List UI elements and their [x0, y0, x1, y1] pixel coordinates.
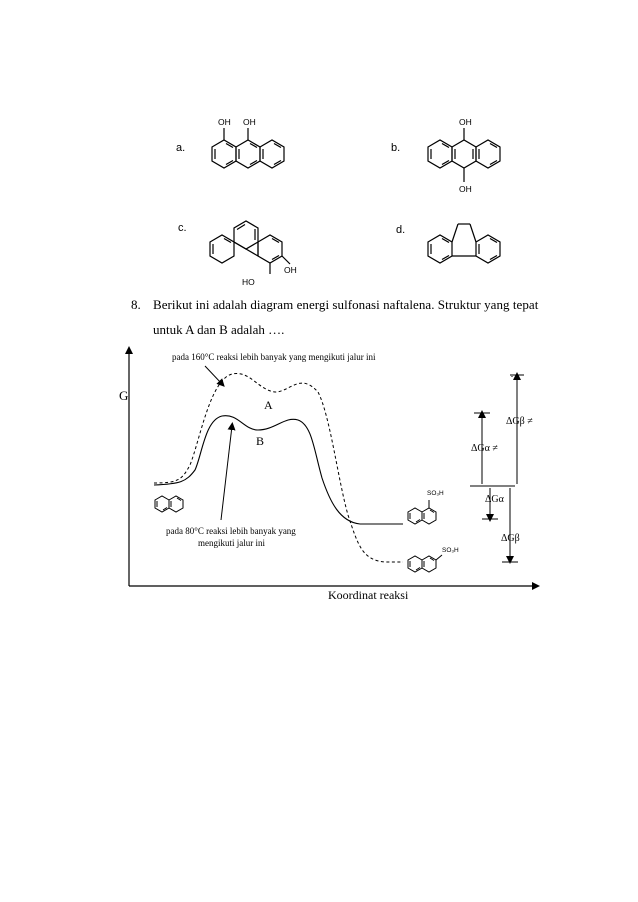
naphthalene-structure: [155, 496, 183, 512]
question-number: 8.: [131, 297, 141, 312]
arrow-note-top: [205, 366, 222, 384]
so3h-label-alpha: SO₃H: [427, 490, 444, 497]
delta-g-alpha-ts-label: ΔGα ≠: [471, 443, 498, 454]
delta-g-beta-ts-label: ΔGβ ≠: [506, 416, 533, 427]
option-d-label: d.: [396, 224, 406, 236]
y-axis-label: G: [119, 388, 129, 403]
option-b-label: b.: [391, 142, 401, 154]
option-a-label: a.: [176, 142, 186, 154]
oh-label: OH: [459, 184, 472, 194]
beta-product-structure: [408, 555, 442, 572]
oh-label: OH: [218, 117, 231, 127]
oh-label: OH: [243, 117, 256, 127]
question-line-1: Berikut ini adalah diagram energi sulfonasi naftalena. Struktur yang tepat: [153, 297, 539, 312]
note-bottom-line-1: pada 80°C reaksi lebih banyak yang: [166, 526, 296, 536]
arrow-note-bottom: [221, 426, 232, 520]
note-top: pada 160°C reaksi lebih banyak yang mengikuti jalur ini: [172, 352, 376, 362]
question-line-2: untuk A dan B adalah ….: [153, 322, 285, 337]
option-c-label: c.: [178, 222, 187, 234]
curve-b-label: B: [256, 434, 265, 448]
curve-b-solid: [154, 416, 403, 524]
oh-label: OH: [284, 265, 297, 275]
alpha-product-structure: [408, 500, 436, 524]
delta-g-alpha-label: ΔGα: [485, 494, 504, 505]
x-axis-label: Koordinat reaksi: [328, 588, 409, 602]
curve-a-label: A: [264, 398, 273, 412]
delta-g-beta-label: ΔGβ: [501, 533, 520, 544]
note-bottom-line-2: mengikuti jalur ini: [198, 538, 265, 548]
ho-label: HO: [242, 277, 255, 287]
oh-label: OH: [459, 117, 472, 127]
so3h-label-beta: SO₃H: [442, 547, 459, 554]
